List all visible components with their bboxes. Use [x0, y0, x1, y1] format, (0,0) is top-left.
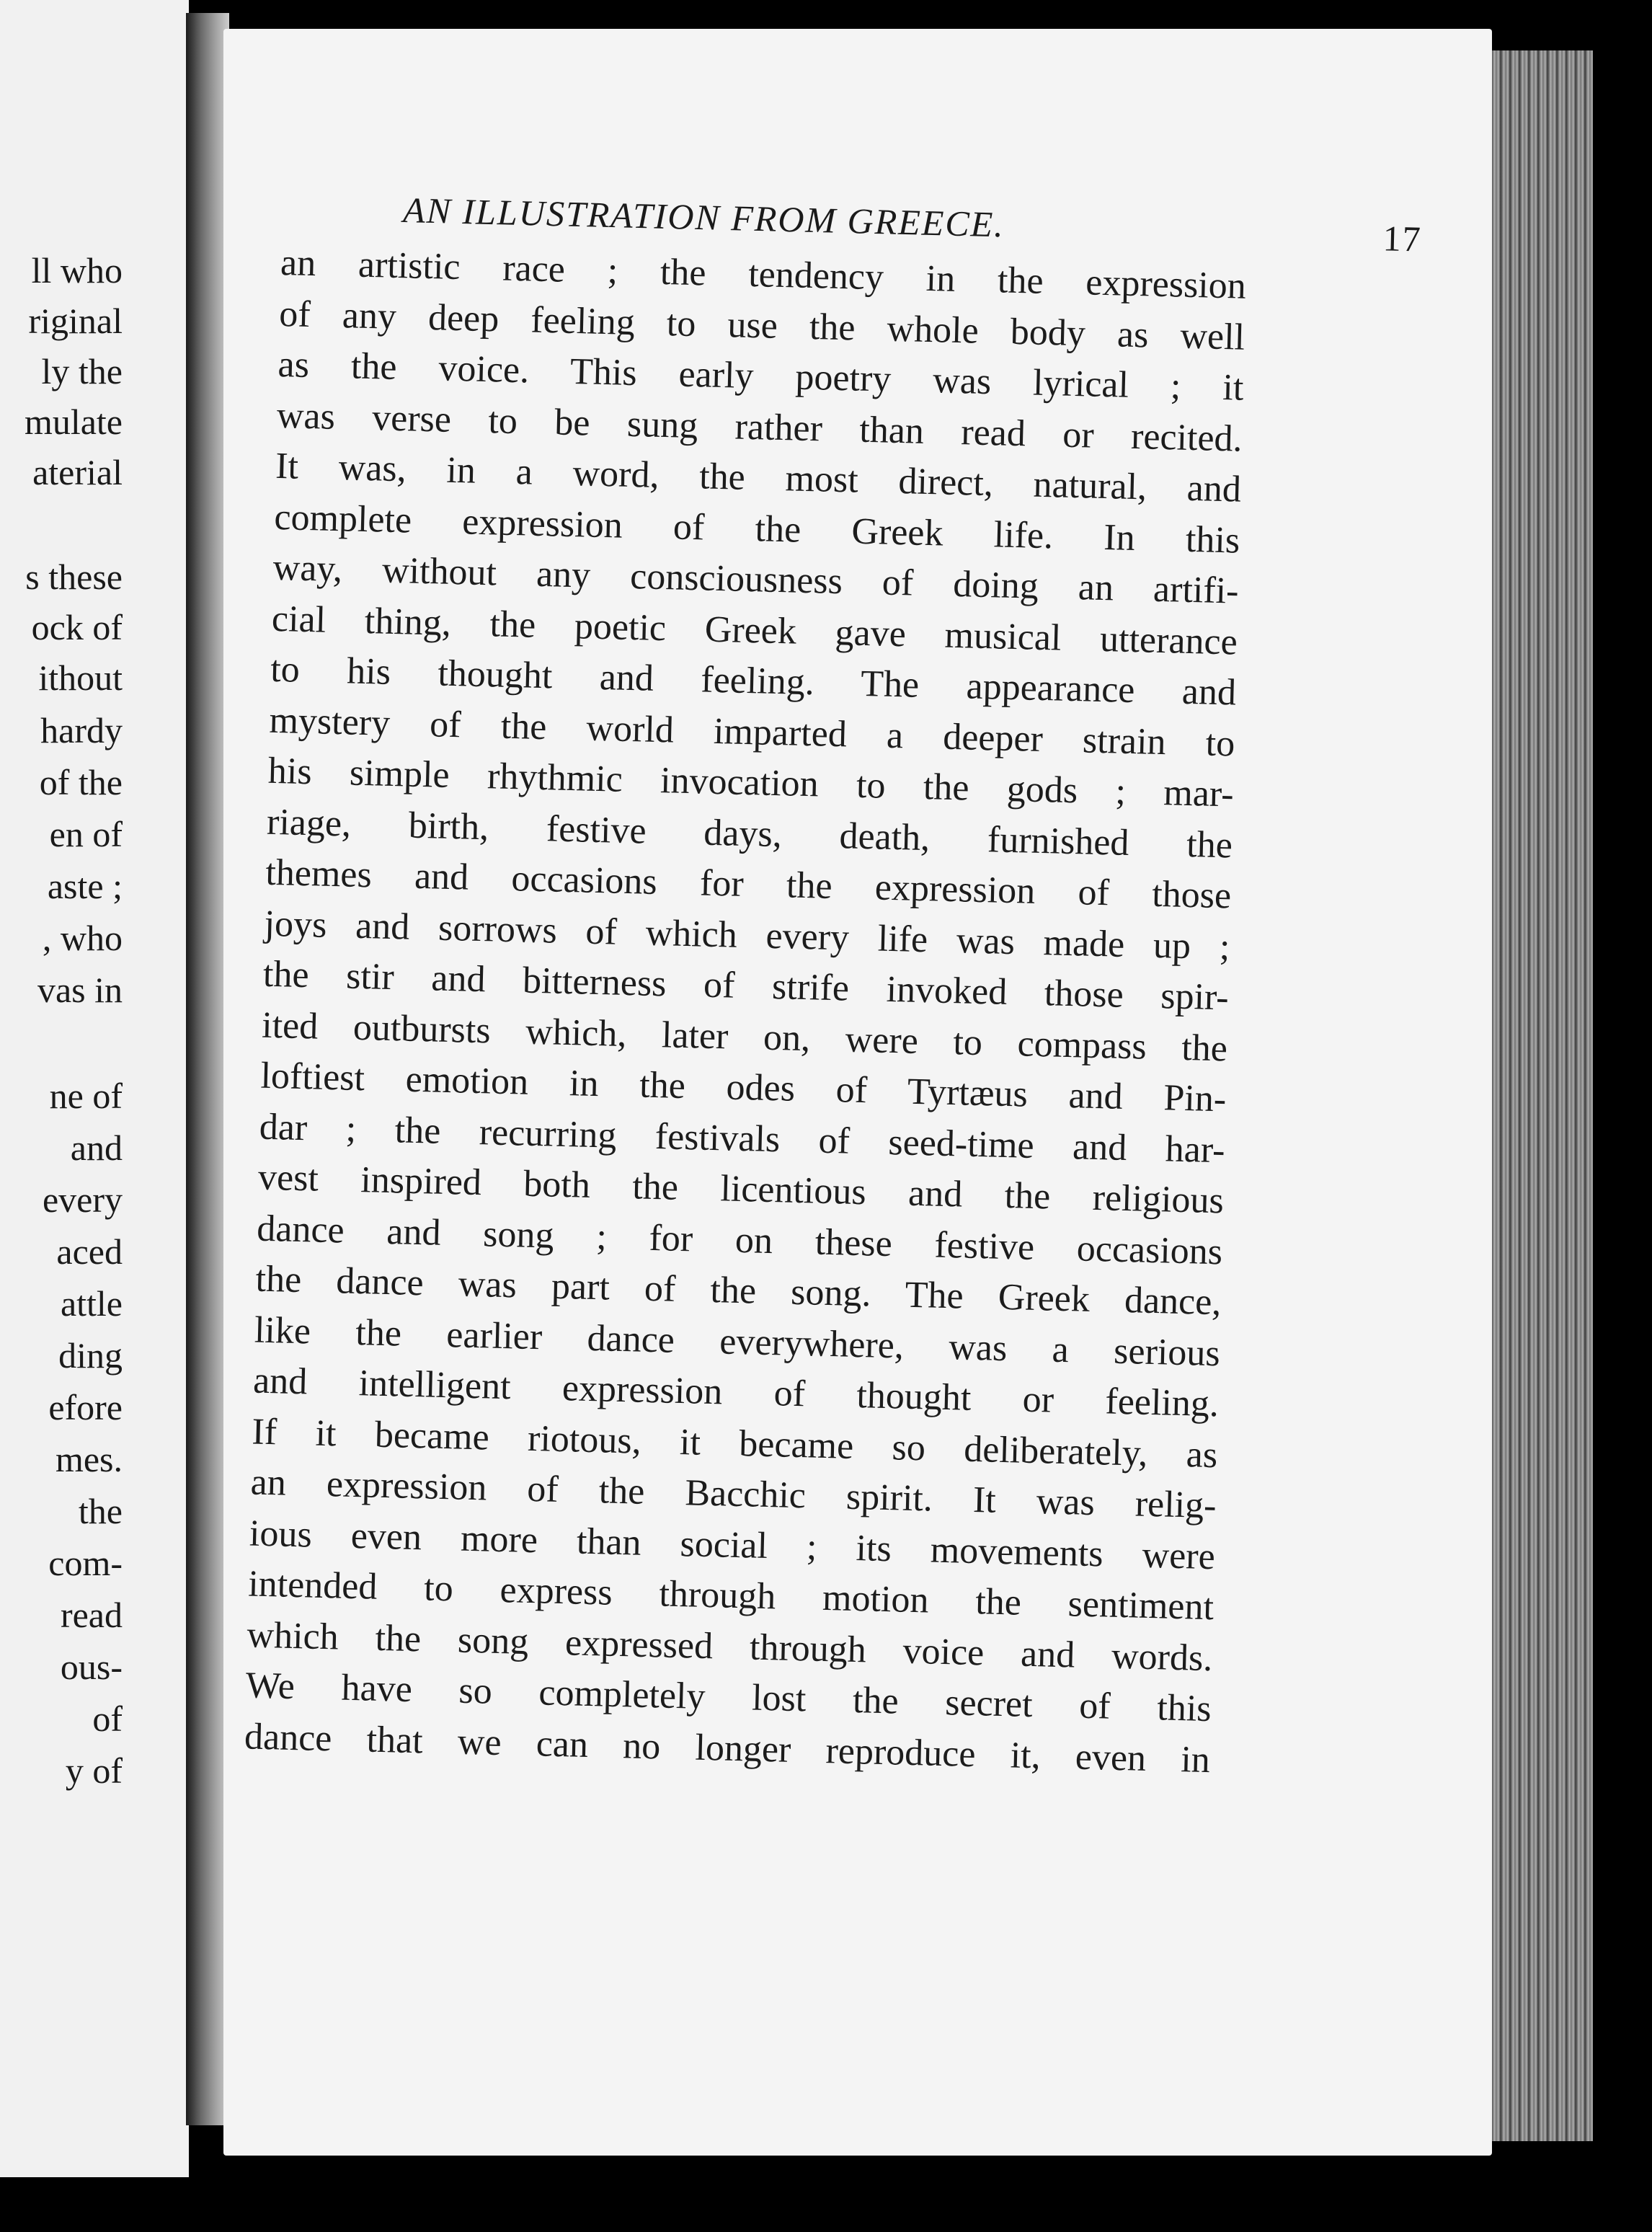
- text-line: an artistic race ; the tendency in the expression: [280, 242, 1247, 307]
- text-line: joys and sorrows of which every life was made up ;: [264, 903, 1231, 967]
- running-head: [402, 189, 1456, 260]
- facing-page-fragment: every: [42, 1179, 123, 1220]
- text-line: mystery of the world imparted a deeper strain to: [268, 699, 1235, 765]
- facing-page-fragment: ne of: [49, 1076, 123, 1116]
- text-line: loftiest emotion in the odes of Tyrtæus and Pin-: [259, 1055, 1227, 1120]
- book-gutter: [186, 13, 229, 2125]
- text-line: It was, in a word, the most direct, natural, and: [275, 445, 1242, 510]
- text-line: cial thing, the poetic Greek gave musical utterance: [271, 598, 1238, 663]
- facing-page-fragment: ock of: [31, 607, 123, 647]
- facing-page-fragment: ly the: [41, 351, 123, 391]
- text-line: ious even more than social ; its movements were: [249, 1512, 1216, 1577]
- text-line: like the earlier dance everywhere, was a serious: [254, 1309, 1221, 1374]
- text-line: way, without any consciousness of doing an artifi-: [272, 546, 1240, 612]
- facing-page-fragment: s these: [25, 557, 123, 597]
- text-line: dar ; the recurring festivals of seed-time and har-: [259, 1106, 1226, 1171]
- facing-page-fragment: mes.: [55, 1439, 123, 1479]
- facing-page-fragment: en of: [49, 814, 123, 854]
- running-head-title: AN ILLUSTRATION FROM GREECE.: [402, 189, 1005, 245]
- text-line: intended to express through motion the sentiment: [247, 1563, 1214, 1629]
- text-line: themes and occasions for the expression of those: [265, 851, 1232, 917]
- text-line: the stir and bitterness of strife invoked those spir-: [262, 953, 1230, 1019]
- text-line: riage, birth, festive days, death, furnished the: [266, 801, 1233, 866]
- text-line: vest inspired both the licentious and the religious: [257, 1156, 1225, 1222]
- facing-page-fragment: ous-: [60, 1647, 123, 1687]
- text-line: complete expression of the Greek life. In this: [273, 496, 1240, 562]
- text-line: ited outbursts which, later on, were to compass the: [261, 1004, 1228, 1069]
- facing-page-fragment: aterial: [32, 452, 123, 492]
- page-block-edge: [1485, 50, 1593, 2141]
- facing-page-fragment: of: [92, 1699, 123, 1739]
- facing-page-fragment: , who: [42, 918, 123, 958]
- text-line: If it became riotous, it became so deliberately, as: [251, 1411, 1218, 1476]
- facing-page-fragment: ding: [58, 1335, 123, 1376]
- text-line: the dance was part of the song. The Greek dance,: [255, 1258, 1222, 1324]
- facing-page-fragment: the: [78, 1491, 123, 1531]
- facing-page-fragment: of the: [39, 762, 123, 802]
- text-line: dance and song ; for on these festive occasions: [256, 1208, 1223, 1272]
- main-page: [223, 29, 1492, 2156]
- text-line: and intelligent expression of thought or feeling.: [252, 1360, 1220, 1425]
- facing-page-fragment: hardy: [40, 710, 123, 750]
- body-text: [244, 238, 1246, 1786]
- text-line: which the song expressed through voice and words.: [246, 1613, 1213, 1679]
- facing-page-fragment: aste ;: [47, 866, 123, 906]
- text-line: of any deep feeling to use the whole body as well: [278, 293, 1245, 358]
- facing-page-fragment: ll who: [31, 250, 123, 291]
- facing-page-fragment: y of: [65, 1750, 123, 1791]
- facing-page-fragment: and: [70, 1128, 123, 1168]
- facing-page-fragment: ithout: [38, 657, 123, 698]
- facing-page-fragment: aced: [56, 1231, 123, 1272]
- facing-page-fragment: riginal: [28, 301, 123, 341]
- text-line: was verse to be sung rather than read or recited.: [276, 394, 1243, 460]
- text-line: an expression of the Bacchic spirit. It was relig-: [250, 1461, 1217, 1527]
- facing-page-fragment: vas in: [37, 970, 123, 1010]
- text-line: We have so completely lost the secret of this: [245, 1665, 1212, 1730]
- facing-page-fragment: efore: [48, 1387, 123, 1427]
- facing-page-fragment: attle: [60, 1283, 123, 1324]
- text-line: dance that we can no longer reproduce it, even in: [244, 1715, 1211, 1781]
- text-line: his simple rhythmic invocation to the gods ; mar-: [267, 750, 1235, 815]
- text-line: as the voice. This early poetry was lyrical ; it: [277, 343, 1245, 409]
- page-number: 17: [1382, 218, 1423, 260]
- facing-page-fragment: com-: [48, 1543, 123, 1583]
- facing-page-fragment: read: [60, 1595, 123, 1635]
- text-line: to his thought and feeling. The appearance and: [270, 648, 1237, 714]
- facing-page: [0, 0, 189, 2177]
- facing-page-fragment: mulate: [24, 402, 123, 442]
